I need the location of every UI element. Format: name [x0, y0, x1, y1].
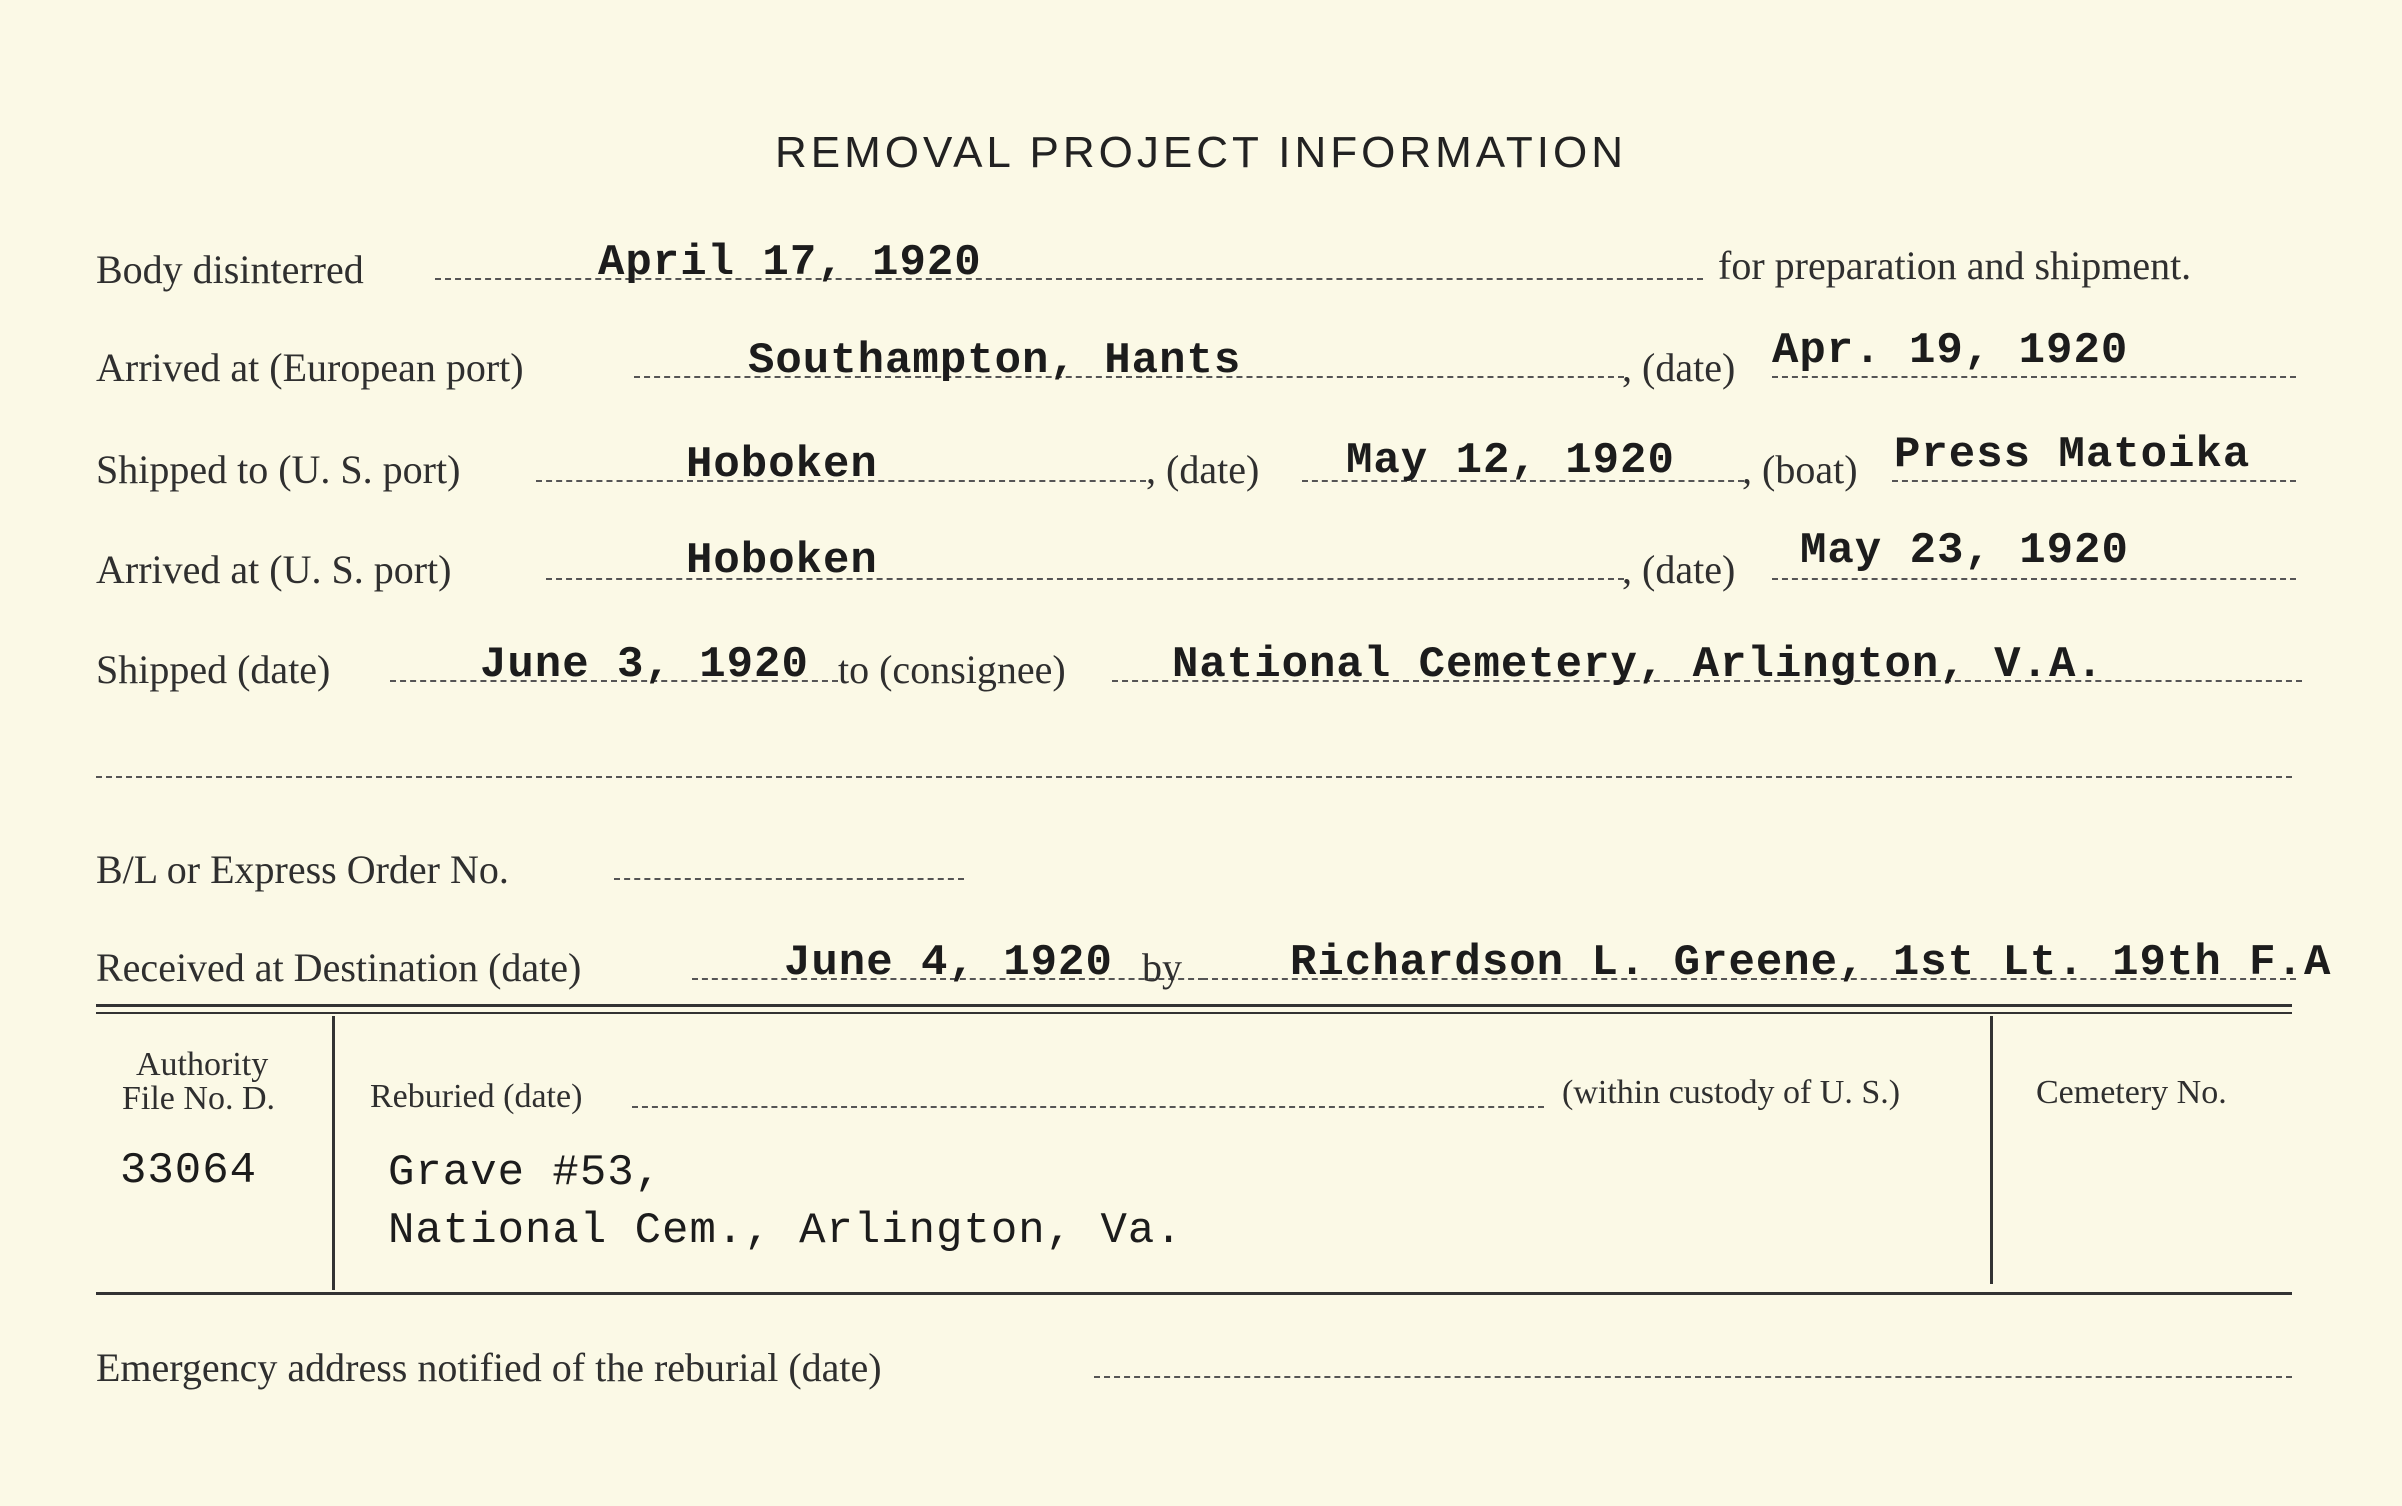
- reburied-label: Reburied (date): [370, 1078, 583, 1115]
- reburied-line: [632, 1106, 1544, 1108]
- consignee-value: National Cemetery, Arlington, V.A.: [1172, 640, 2104, 690]
- arrived-european-port-label: Arrived at (European port): [96, 345, 524, 390]
- body-disinterred-value: April 17, 1920: [598, 238, 982, 288]
- table-divider-left: [332, 1016, 335, 1290]
- bl-express-order-line: [614, 878, 964, 880]
- file-no-label: File No. D.: [122, 1080, 275, 1117]
- cemetery-no-label: Cemetery No.: [2036, 1074, 2227, 1111]
- bl-express-order-label: B/L or Express Order No.: [96, 847, 509, 892]
- blank-line: [96, 776, 2292, 778]
- arrived-us-port-value: Hoboken: [686, 536, 878, 586]
- table-top-rule-2: [96, 1012, 2292, 1014]
- card-title: REMOVAL PROJECT INFORMATION: [775, 128, 1627, 177]
- emergency-address-label: Emergency address notified of the reburial (date): [96, 1345, 882, 1390]
- received-by-label: by: [1142, 945, 1182, 990]
- european-date-value: Apr. 19, 1920: [1772, 326, 2129, 376]
- received-date-value: June 4, 1920: [784, 938, 1113, 988]
- grave-line-1: Grave #53,: [388, 1148, 663, 1198]
- body-disinterred-label: Body disinterred: [96, 247, 364, 292]
- preparation-shipment-label: for preparation and shipment.: [1718, 243, 2192, 288]
- arrived-date-line: [1772, 578, 2296, 580]
- shipped-us-port-label: Shipped to (U. S. port): [96, 447, 461, 492]
- shipped-date-label: , (date): [1146, 447, 1260, 492]
- file-no-value: 33064: [120, 1146, 258, 1196]
- arrived-us-port-label: Arrived at (U. S. port): [96, 547, 452, 592]
- emergency-address-line: [1094, 1376, 2292, 1378]
- table-top-rule: [96, 1004, 2292, 1007]
- authority-label: Authority: [136, 1046, 269, 1083]
- shipped-date-row-label: Shipped (date): [96, 647, 331, 692]
- grave-line-2: National Cem., Arlington, Va.: [388, 1206, 1183, 1256]
- table-divider-right: [1990, 1016, 1993, 1284]
- received-destination-label: Received at Destination (date): [96, 945, 582, 990]
- arrived-date-value: May 23, 1920: [1800, 526, 2129, 576]
- consignee-label: to (consignee): [838, 647, 1066, 692]
- custody-label: (within custody of U. S.): [1562, 1074, 1901, 1111]
- arrived-date-label: , (date): [1622, 547, 1736, 592]
- european-port-value: Southampton, Hants: [748, 336, 1242, 386]
- boat-label: , (boat): [1742, 447, 1858, 492]
- shipped-us-port-value: Hoboken: [686, 440, 878, 490]
- boat-value: Press Matoika: [1894, 430, 2251, 480]
- shipped-date-value: May 12, 1920: [1346, 436, 1675, 486]
- european-date-label: , (date): [1622, 345, 1736, 390]
- european-date-line: [1772, 376, 2296, 378]
- boat-line: [1892, 480, 2296, 482]
- shipped-date-row-value: June 3, 1920: [480, 640, 809, 690]
- received-by-value: Richardson L. Greene, 1st Lt. 19th F.A: [1290, 938, 2332, 988]
- table-bottom-rule: [96, 1292, 2292, 1295]
